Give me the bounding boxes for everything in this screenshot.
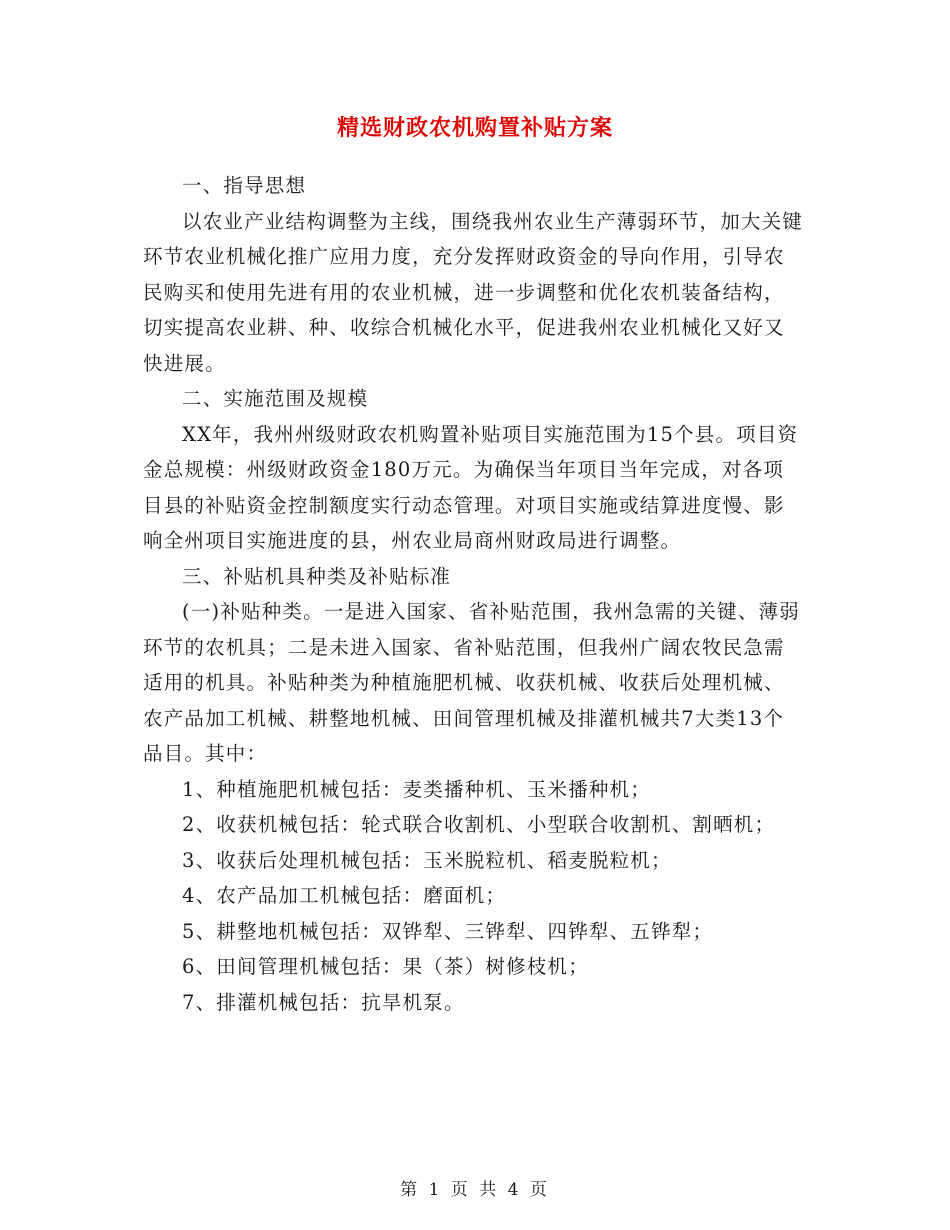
- document-body: [143, 168, 803, 1020]
- section-heading-scope-scale: 二、实施范围及规模: [182, 387, 369, 410]
- section-heading-subsidy-types: 三、补贴机具种类及补贴标准: [182, 564, 452, 588]
- section-heading-guiding-ideology: 一、指导思想: [182, 174, 307, 197]
- list-item: 5、耕整地机械包括：双铧犁、三铧犁、四铧犁、五铧犁；: [182, 919, 714, 943]
- paragraph-guiding-ideology: 以农业产业结构调整为主线，围绕我州农业生产薄弱环节，加大关键环节农业机械化推广应用力度，充分发挥财政资金的导向作用，引导农民购买和使用先进有用的农业机械，进一步调整和优化农机装备结构，切实提高农业耕、种、收综合机械化水平，促进我州农业机械化又好又快进展。: [143, 209, 804, 375]
- list-item: 7、排灌机械包括：抗旱机泵。: [182, 990, 465, 1014]
- list-item: 6、田间管理机械包括：果（茶）树修枝机；: [182, 955, 589, 978]
- paragraph-scope-scale: XX年，我州州级财政农机购置补贴项目实施范围为15个县。项目资金总规模：州级财政资金180万元。为确保当年项目当年完成，对各项目县的补贴资金控制额度实行动态管理。对项目实施或结算进度慢、影响全州项目实施进度的县，州农业局商州财政局进行调整。: [143, 422, 799, 552]
- list-item: 2、收获机械包括：轮式联合收割机、小型联合收割机、割晒机；: [182, 813, 776, 836]
- document-title: 精选财政农机购置补贴方案: [336, 115, 613, 141]
- paragraph-subsidy-types: (一)补贴种类。一是进入国家、省补贴范围，我州急需的关键、薄弱环节的农机具；二是未进入国家、省补贴范围，但我州广阔农牧民急需适用的机具。补贴种类为种植施肥机械、收获机械、收获后处理机械、农产品加工机械、耕整地机械、田间管理机械及排灌机械共7大类13个品目。其中：: [143, 600, 800, 765]
- page-number-footer: 第 1 页 共 4 页: [400, 1180, 550, 1200]
- list-item: 3、收获后处理机械包括：玉米脱粒机、稻麦脱粒机；: [182, 848, 672, 872]
- list-item: 1、种植施肥机械包括：麦类播种机、玉米播种机；: [182, 777, 652, 801]
- list-item: 4、农产品加工机械包括：磨面机；: [182, 884, 507, 907]
